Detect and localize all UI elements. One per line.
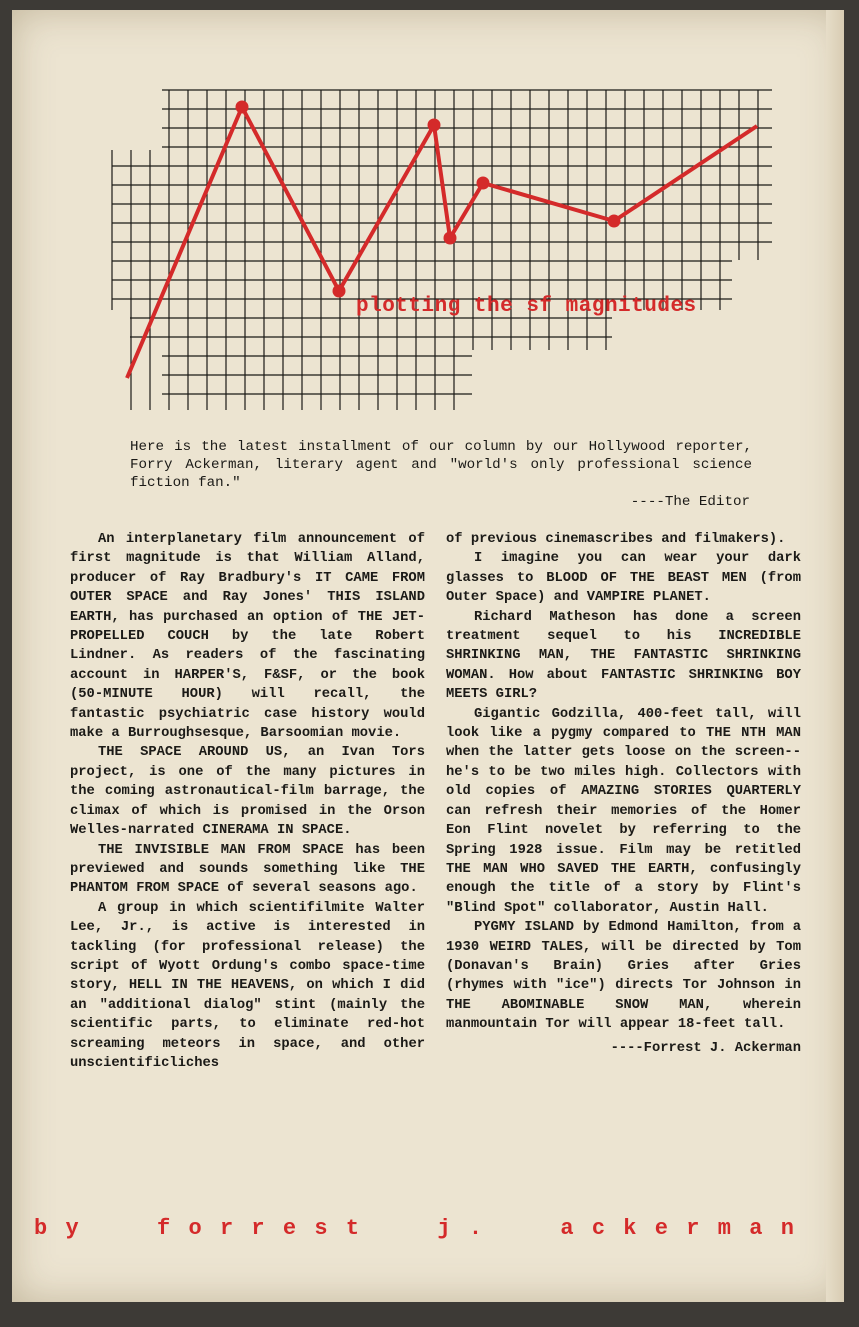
magnitude-graph [12,10,844,430]
byline-letter: r [686,1216,700,1241]
article-column-left [70,530,425,1073]
paragraph: Richard Matheson has done a screen treatment sequel to his INCREDIBLE SHRINKING MAN, THE FANTASTIC SHRINKING WOMAN. How about FANTASTIC SHRINKING BOY MEETS GIRL? [446,609,801,703]
magnitude-point [333,285,346,298]
magnitude-point [444,232,457,245]
byline-letter: s [314,1216,328,1241]
byline-letter: c [591,1216,606,1241]
author-byline [34,1216,794,1241]
graph-grid [112,90,772,410]
magnitude-point [608,215,621,228]
magazine-page [12,10,844,1302]
column-title: plotting the sf magnitudes [356,295,697,318]
byline-letter: r [219,1216,234,1241]
paragraph: Gigantic Godzilla, 400-feet tall, will look like a pygmy compared to THE NTH MAN when the latter gets loose on the screen--he's to be two miles high. Collectors with old copies of AMAZING STORIES QUARTERLY can refresh their memories of the Homer Eon Flint novelet by referring to the Spring 1928 issue. Film may be retitled THE MAN WHO SAVED THE EARTH, confusingly enough the title of a story by Flint's "Blind Spot" collaborator, Austin Hall. [446,706,801,916]
magnitude-point [236,101,249,114]
byline-letter: r [251,1216,265,1241]
editor-intro: Here is the latest installment of our column by our Hollywood reporter, Forry Ackerman, literary agent and "world's only professional science fiction fan." [130,439,752,491]
magnitude-point [477,177,490,190]
paragraph: THE SPACE AROUND US, an Ivan Tors project, is one of the many pictures in the coming astronautical-film barrage, the climax of which is promised in the Orson Welles-narrated CINERAMA IN SPACE. [70,745,425,839]
paragraph: An interplanetary film announcement of first magnitude is that William Alland, producer of Ray Bradbury's IT CAME FROM OUTER SPACE and Ray Jones' THIS ISLAND EARTH, has purchased an option of THE JET-PROPELLED COUCH by the late Robert Lindner. As readers of the fascinating account in HARPER'S, F&SF, or the book (50-MINUTE HOUR) will recall, the fantastic psychiatric case history would make a Burroughsesque, Barsoomian movie. [70,532,425,742]
byline-letter: k [623,1216,637,1241]
paragraph: A group in which scientifilmite Walter Lee, Jr., is active is interested in tackling (for professional release) the script of Wyott Ordung's combo space-time story, HELL IN THE HEAVENS, on which I did an "additional dialog" stint (mainly the scientific parts, to eliminate red-hot screaming meteors in space, and other unscientificliches [70,900,425,1071]
byline-letter: . [468,1216,483,1241]
byline-letter: f [156,1216,171,1241]
byline-letter: a [749,1216,763,1241]
magnitude-point [428,119,441,132]
author-signature: ----Forrest J. Ackerman [610,1040,801,1056]
paragraph-continued: of previous cinemascribes and filmakers). [446,532,786,547]
byline-letter: m [717,1216,731,1241]
paragraph: PYGMY ISLAND by Edmond Hamilton, from a 1930 WEIRD TALES, will be directed by Tom (Donavan's Brain) Gries after Gries (rhymes with "ice") directs Tor Johnson in THE ABOMINABLE SNOW MAN, wherein manmountain Tor will appear 18-feet tall. [446,920,801,1033]
article-column-right [446,530,801,1058]
byline-letter: y [65,1216,79,1241]
byline-letter: e [282,1216,297,1241]
paragraph: THE INVISIBLE MAN FROM SPACE has been previewed and sounds something like THE PHANTOM FROM SPACE of several seasons ago. [70,842,425,897]
paragraph: I imagine you can wear your dark glasses to BLOOD OF THE BEAST MEN (from Outer Space) and VAMPIRE PLANET. [446,551,801,606]
byline-letter: t [345,1216,360,1241]
byline-letter: b [34,1216,48,1241]
byline-letter: a [560,1216,574,1241]
byline-letter: j [437,1216,451,1241]
byline-letter: e [654,1216,668,1241]
byline-letter: n [780,1216,794,1241]
byline-letter: o [188,1216,202,1241]
editor-attribution: ----The Editor [630,494,750,510]
